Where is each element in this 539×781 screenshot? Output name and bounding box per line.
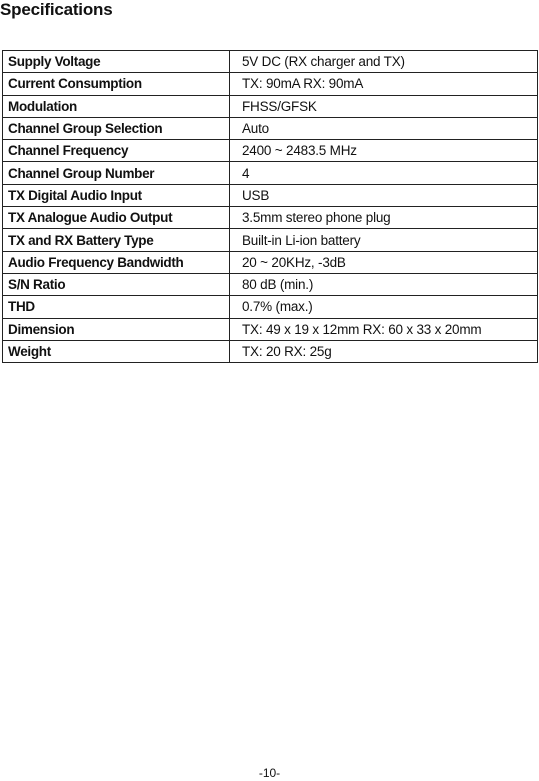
spec-row-tx-digital-audio-input	[3, 184, 538, 206]
page-number: -10-	[258, 766, 281, 780]
spec-name: THD	[3, 296, 230, 318]
spec-name: Channel Group Selection	[3, 117, 230, 139]
spec-name: TX Digital Audio Input	[3, 184, 230, 206]
specifications-table	[2, 50, 538, 363]
spec-value: 0.7% (max.)	[230, 296, 538, 318]
spec-row-channel-frequency	[3, 140, 538, 162]
spec-value: Auto	[230, 117, 538, 139]
spec-row-tx-analogue-audio-output	[3, 207, 538, 229]
spec-value: USB	[230, 184, 538, 206]
spec-row-weight	[3, 340, 538, 362]
spec-name: TX Analogue Audio Output	[3, 207, 230, 229]
spec-row-audio-frequency-bandwidth	[3, 251, 538, 273]
page-heading: Specifications	[0, 0, 113, 19]
spec-row-thd	[3, 296, 538, 318]
spec-row-channel-group-number	[3, 162, 538, 184]
spec-row-sn-ratio	[3, 273, 538, 295]
spec-row-current-consumption	[3, 73, 538, 95]
spec-value: FHSS/GFSK	[230, 95, 538, 117]
spec-name: Audio Frequency Bandwidth	[3, 251, 230, 273]
spec-row-battery-type	[3, 229, 538, 251]
spec-value: TX: 20 RX: 25g	[230, 340, 538, 362]
spec-name: Channel Frequency	[3, 140, 230, 162]
spec-row-dimension	[3, 318, 538, 340]
spec-value: 5V DC (RX charger and TX)	[230, 51, 538, 73]
spec-name: TX and RX Battery Type	[3, 229, 230, 251]
spec-value: 20 ~ 20KHz, -3dB	[230, 251, 538, 273]
spec-name: Modulation	[3, 95, 230, 117]
spec-value: 2400 ~ 2483.5 MHz	[230, 140, 538, 162]
spec-name: Supply Voltage	[3, 51, 230, 73]
spec-name: Weight	[3, 340, 230, 362]
spec-name: S/N Ratio	[3, 273, 230, 295]
spec-row-modulation	[3, 95, 538, 117]
spec-value: Built-in Li-ion battery	[230, 229, 538, 251]
spec-value: TX: 49 x 19 x 12mm RX: 60 x 33 x 20mm	[230, 318, 538, 340]
spec-name: Channel Group Number	[3, 162, 230, 184]
spec-row-channel-group-selection	[3, 117, 538, 139]
spec-value: 3.5mm stereo phone plug	[230, 207, 538, 229]
spec-name: Current Consumption	[3, 73, 230, 95]
spec-row-supply-voltage	[3, 51, 538, 73]
spec-value: 80 dB (min.)	[230, 273, 538, 295]
spec-name: Dimension	[3, 318, 230, 340]
spec-value: TX: 90mA RX: 90mA	[230, 73, 538, 95]
spec-value: 4	[230, 162, 538, 184]
